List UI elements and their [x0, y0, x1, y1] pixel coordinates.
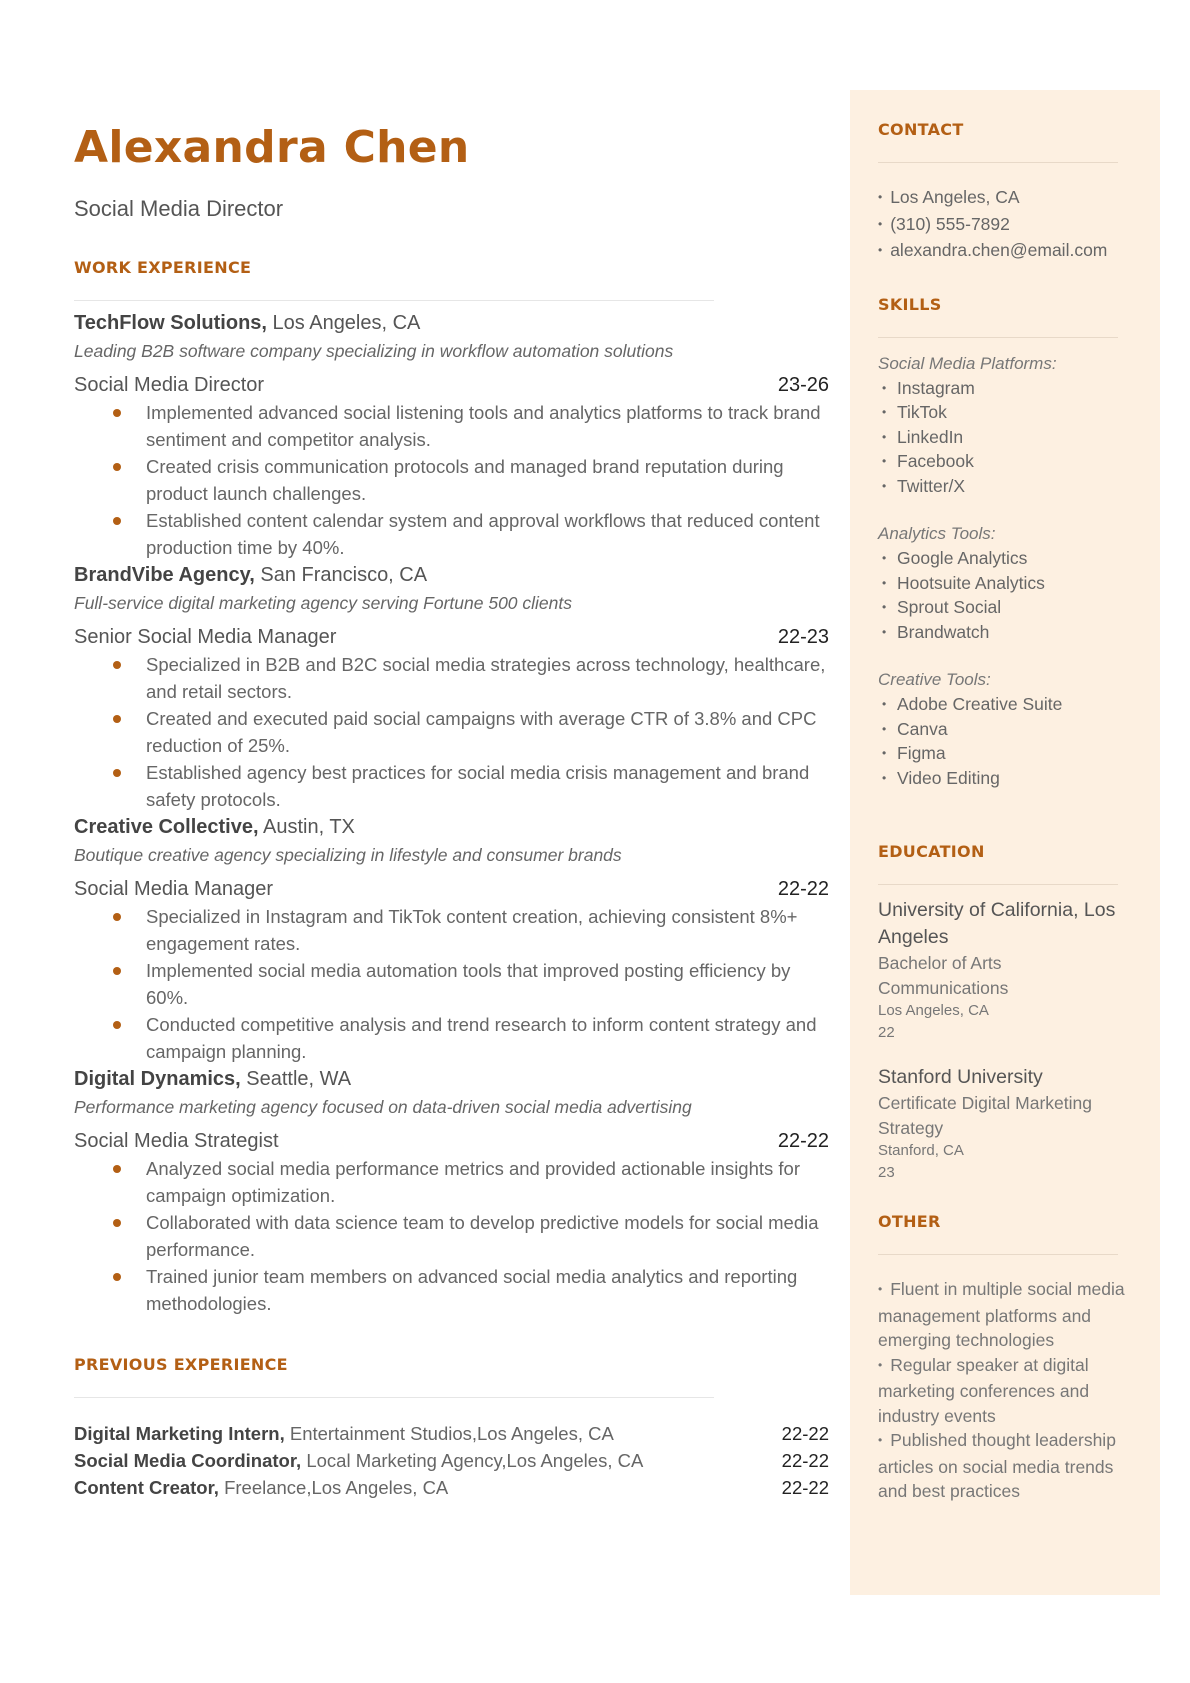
role-dates: 22-22 [777, 878, 829, 900]
company-line [74, 813, 829, 841]
achievement-item [74, 1209, 829, 1263]
company-name: TechFlow Solutions, [74, 312, 267, 334]
achievement-item [74, 903, 829, 957]
skill-item: • Figma [878, 741, 1128, 766]
education-location: Los Angeles, CA [878, 1002, 989, 1019]
company-line [74, 1065, 829, 1093]
skill-item: • TikTok [878, 400, 1128, 425]
bullet-dot-icon [113, 1021, 121, 1029]
previous-detail: Local Marketing Agency,Los Angeles, CA [301, 1450, 644, 1471]
achievement-item [74, 957, 829, 1011]
company-description: Boutique creative agency specializing in lifestyle and consumer brands [74, 845, 622, 865]
company-description: Full-service digital marketing agency serving Fortune 500 clients [74, 593, 573, 613]
skill-list [878, 692, 1128, 790]
previous-dates: 22-22 [781, 1423, 829, 1444]
other-heading: OTHER [878, 1212, 941, 1231]
achievement-text: Trained junior team members on advanced social media analytics and reporting methodologies. [146, 1266, 798, 1314]
skill-item: • Sprout Social [878, 595, 1128, 620]
skill-list [878, 376, 1128, 499]
other-list [878, 1277, 1128, 1504]
skill-item: • LinkedIn [878, 425, 1128, 450]
company-name: BrandVibe Agency, [74, 564, 255, 586]
achievement-item [74, 705, 829, 759]
bullet-dot-icon [113, 913, 121, 921]
previous-role: Social Media Coordinator, [74, 1450, 302, 1471]
other-item: • Regular speaker at digital marketing conferences and industry events [878, 1353, 1128, 1429]
skill-item: • Twitter/X [878, 474, 1128, 499]
skill-item: • Video Editing [878, 766, 1128, 791]
role-dates: 22-22 [777, 1130, 829, 1152]
job-entry [74, 561, 829, 813]
bullet-dot-icon [113, 967, 121, 975]
achievement-list [74, 399, 829, 561]
company-description: Performance marketing agency focused on data-driven social media advertising [74, 1097, 692, 1117]
education-degree: Certificate Digital Marketing Strategy [878, 1093, 1092, 1138]
work-experience-heading: WORK EXPERIENCE [74, 258, 252, 277]
job-entry [74, 1065, 829, 1317]
candidate-title: Social Media Director [74, 196, 284, 221]
role-dates: 22-23 [777, 626, 829, 648]
education-school: University of California, Los Angeles [878, 899, 1116, 948]
previous-role: Content Creator, [74, 1477, 219, 1498]
education-heading: EDUCATION [878, 842, 985, 861]
skill-item: • Facebook [878, 449, 1128, 474]
role-row [74, 371, 829, 399]
contact-heading: CONTACT [878, 120, 964, 139]
contact-location: • Los Angeles, CA [878, 185, 1128, 212]
contact-list [878, 185, 1128, 265]
achievement-text: Established content calendar system and approval workflows that reduced content production time by 40%. [146, 510, 820, 558]
bullet-dot-icon [113, 769, 121, 777]
achievement-text: Collaborated with data science team to develop predictive models for social media performance. [146, 1212, 819, 1260]
bullet-dot-icon [113, 1273, 121, 1281]
previous-detail: Entertainment Studios,Los Angeles, CA [284, 1423, 614, 1444]
contact-email: • alexandra.chen@email.com [878, 238, 1128, 265]
bullet-dot-icon [113, 1165, 121, 1173]
company-location: Los Angeles, CA [266, 312, 421, 334]
sidebar [850, 90, 1160, 1595]
job-entry [74, 309, 829, 561]
achievement-item [74, 453, 829, 507]
previous-dates: 22-22 [781, 1450, 829, 1471]
skill-category: Analytics Tools: [878, 524, 996, 543]
achievement-text: Established agency best practices for social media crisis management and brand safety protocols. [146, 762, 810, 810]
bullet-dot-icon [113, 661, 121, 669]
previous-dates: 22-22 [781, 1477, 829, 1498]
achievement-list [74, 1155, 829, 1317]
contact-phone: • (310) 555-7892 [878, 212, 1128, 239]
other-item: • Published thought leadership articles on social media trends and best practices [878, 1428, 1128, 1504]
company-description: Leading B2B software company specializing in workflow automation solutions [74, 341, 674, 361]
achievement-item [74, 651, 829, 705]
role-title: Social Media Director [74, 374, 265, 396]
education-year: 22 [878, 1024, 895, 1041]
achievement-text: Specialized in Instagram and TikTok content creation, achieving consistent 8%+ engagement rates. [146, 906, 798, 954]
previous-role: Digital Marketing Intern, [74, 1423, 285, 1444]
previous-job-row [74, 1474, 829, 1501]
achievement-text: Analyzed social media performance metrics and provided actionable insights for campaign optimization. [146, 1158, 801, 1206]
company-line [74, 309, 829, 337]
role-title: Social Media Strategist [74, 1130, 279, 1152]
main-column [74, 120, 829, 1501]
role-title: Social Media Manager [74, 878, 273, 900]
skill-item: • Canva [878, 717, 1128, 742]
skill-item: • Adobe Creative Suite [878, 692, 1128, 717]
skill-item: • Brandwatch [878, 620, 1128, 645]
achievement-text: Created and executed paid social campaigns with average CTR of 3.8% and CPC reduction of 25%. [146, 708, 817, 756]
skills-heading: SKILLS [878, 294, 942, 314]
bullet-dot-icon [113, 517, 121, 525]
divider [878, 884, 1118, 885]
skill-category: Social Media Platforms: [878, 353, 1057, 373]
previous-job-row [74, 1447, 829, 1474]
skill-list [878, 546, 1128, 644]
achievement-item [74, 1263, 829, 1317]
divider [74, 300, 714, 301]
role-title: Senior Social Media Manager [74, 626, 337, 648]
achievement-list [74, 651, 829, 813]
company-line [74, 561, 829, 589]
company-location: Austin, TX [258, 816, 355, 838]
role-row [74, 623, 829, 651]
role-row [74, 1127, 829, 1155]
achievement-item [74, 507, 829, 561]
skill-category: Creative Tools: [878, 670, 991, 689]
job-entry [74, 813, 829, 1065]
sidebar-content [878, 120, 1128, 1504]
bullet-dot-icon [113, 715, 121, 723]
bullet-dot-icon [113, 409, 121, 417]
candidate-name: Alexandra Chen [74, 122, 470, 173]
education-school: Stanford University [878, 1066, 1043, 1088]
company-name: Digital Dynamics, [74, 1068, 241, 1090]
skill-item: • Instagram [878, 376, 1128, 401]
divider [878, 1254, 1118, 1255]
achievement-item [74, 1155, 829, 1209]
role-dates: 23-26 [777, 374, 829, 396]
achievement-item [74, 399, 829, 453]
previous-experience-heading: PREVIOUS EXPERIENCE [74, 1355, 288, 1374]
other-item: • Fluent in multiple social media management platforms and emerging technologies [878, 1277, 1128, 1353]
achievement-text: Conducted competitive analysis and trend research to inform content strategy and campaign planning. [146, 1014, 817, 1062]
achievement-text: Implemented social media automation tools that improved posting efficiency by 60%. [146, 960, 791, 1008]
achievement-item [74, 1011, 829, 1065]
education-location: Stanford, CA [878, 1142, 964, 1159]
company-location: Seattle, WA [240, 1068, 352, 1090]
previous-job-row [74, 1420, 829, 1447]
divider [878, 162, 1118, 163]
achievement-text: Created crisis communication protocols and managed brand reputation during product launch challenges. [146, 456, 784, 504]
company-location: San Francisco, CA [254, 564, 428, 586]
education-degree: Bachelor of Arts Communications [878, 953, 1009, 998]
skill-item: • Hootsuite Analytics [878, 571, 1128, 596]
bullet-dot-icon [113, 1219, 121, 1227]
company-name: Creative Collective, [74, 816, 259, 838]
achievement-list [74, 903, 829, 1065]
achievement-text: Specialized in B2B and B2C social media strategies across technology, healthcare, and retail sectors. [146, 654, 826, 702]
role-row [74, 875, 829, 903]
previous-detail: Freelance,Los Angeles, CA [218, 1477, 449, 1498]
education-year: 23 [878, 1164, 895, 1181]
divider [878, 337, 1118, 338]
achievement-item [74, 759, 829, 813]
achievement-text: Implemented advanced social listening tools and analytics platforms to track brand sentiment and competitor analysis. [146, 402, 821, 450]
divider [74, 1397, 714, 1398]
skill-item: • Google Analytics [878, 546, 1128, 571]
bullet-dot-icon [113, 463, 121, 471]
